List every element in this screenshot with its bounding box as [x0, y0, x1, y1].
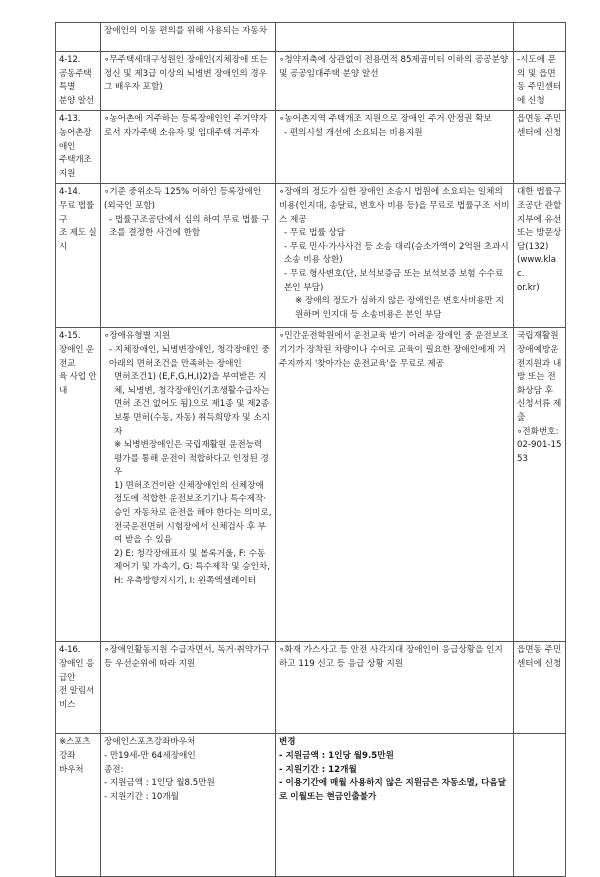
contact-cell	[514, 642, 566, 734]
category-cell	[56, 23, 101, 52]
contact-line: 읍면동 주민센터에 신청	[517, 114, 562, 138]
category-title: 육 사업 안내	[59, 372, 97, 396]
category-title: 무료 법률 구	[59, 200, 94, 225]
content-cell	[276, 184, 514, 328]
eligibility-cell	[101, 642, 276, 734]
content-line: - 무료 형사변호(단, 보석보증금 또는 보석보증 보험 수수료 본인 부담)	[284, 268, 504, 293]
eligibility-cell	[101, 52, 276, 111]
eligibility-line: 장애인스포츠강좌바우처	[104, 737, 196, 748]
category-title: 장애인 응급안	[59, 658, 94, 683]
eligibility-line: - 법률구조공단에서 심의 하여 무료 법률 구조를 결정한 사건에 한함	[109, 214, 270, 239]
eligibility-line: ∘무주택세대구성원인 장애인(지체장애 또는 정신 및 제3급 이상의 뇌병변 장애인의 경우 그 배우자 포함)	[104, 55, 268, 93]
eligibility-line: 2) E: 청각장애표시 및 볼록거울, F: 수동제어기 및 가속기, G: 특수제작 및 승인차, H: 우측방향지시기, I: 왼쪽엑셀레이터	[114, 548, 270, 587]
category-cell	[56, 184, 101, 328]
contact-line: 국립재활원 장애예방운전지원과 내방 또는 전화상담 후 신청서류 제출	[517, 331, 562, 423]
eligibility-line: - 지원기간 : 10개월	[104, 791, 179, 802]
content-cell	[276, 52, 514, 111]
category-number: 4-15.	[59, 331, 81, 342]
content-line: ∘민간운전학원에서 운전교육 받기 어려운 장애인 중 운전보조기기가 장착된 차량이나 수어로 교육이 필요한 장애인에게 거주지까지 '찾아가는 운전교육'을 무료로 제공	[279, 331, 509, 369]
content-line: - 이용기간에 매월 사용하지 않은 지원금은 자동소멸, 다음달로 이월또는 현금인출불가	[279, 778, 507, 802]
welfare-services-table	[55, 22, 566, 877]
eligibility-cell	[101, 328, 276, 642]
eligibility-line: 1) 면허조건이란 신체장애인의 신체장애 정도에 적합한 운전보조기기나 특수제작·승인 자동차로 운전을 해야 한다는 의미로, 전국운전면허 시험장에서 신체검사 후 부여 받을 수 있음	[114, 480, 272, 546]
eligibility-line: ※ 뇌병변장애인은 국립재활원 운전능력 평가를 통해 운전이 적합하다고 인정된 경우	[114, 440, 269, 478]
category-title: 바우처	[59, 764, 84, 775]
eligibility-line: ∘기준 중위소득 125% 이하인 등록장애인(외국인 포함)	[104, 187, 262, 211]
eligibility-line: ∘장애인활동지원 수급자면서, 독거·취약가구 등 우선순위에 따라 지원	[104, 645, 270, 669]
category-cell	[56, 328, 101, 642]
contact-link: (www.klac.	[517, 255, 557, 279]
eligibility-line: - 지체장애인, 뇌병변장애인, 청각장애인 중 아래의 면허조건을 만족하는 장애인	[109, 344, 270, 369]
category-title: 농어촌장애인	[59, 127, 92, 152]
content-cell	[276, 642, 514, 734]
content-cell	[276, 111, 514, 184]
content-line: ∘화재 가스사고 등 안전 사각지대 장애인이 응급상황을 인지하고 119 신고 등 응급 상황 지원	[279, 645, 503, 669]
contact-phone: ∘전화번호: 02-901-1553	[517, 426, 562, 464]
category-number: 4-14.	[59, 187, 81, 198]
contact-cell	[514, 23, 566, 52]
contact-cell	[514, 111, 566, 184]
table-row	[56, 734, 566, 877]
content-line: ∘농어촌지역 주택개조 지원으로 장애인 주거 안정권 확보	[279, 114, 492, 125]
eligibility-line: - 지원금액 : 1인당 월8.5만원	[104, 778, 215, 789]
table-row	[56, 52, 566, 111]
contact-cell	[514, 734, 566, 877]
eligibility-line: 면허조건1) (E,F,G,H,I)2)을 부여받은 지체, 뇌병변, 청각장애인(기초생활수급자는 면허 조건 없어도 됨)으로 제1종 및 제2종 보통 면허(수동, 자동) 취득희망자 및 소지자	[114, 372, 270, 437]
table-row	[56, 642, 566, 734]
contact-line: 읍면동 주민센터에 신청	[517, 645, 562, 669]
contact-cell	[514, 184, 566, 328]
content-line: - 지원금액 : 1인당 월9.5만원	[279, 750, 394, 761]
category-title: 분양 알선	[59, 95, 94, 106]
eligibility-line: ∘장애유형별 지원	[104, 331, 171, 342]
table-row	[56, 23, 566, 52]
category-title: 전 알림서비스	[59, 686, 94, 710]
category-cell	[56, 642, 101, 734]
category-number: 4-13.	[59, 114, 81, 125]
category-title: ※스포츠강좌	[59, 737, 91, 761]
content-line: - 지원기간 : 12개월	[279, 764, 357, 775]
content-line: ∘장애의 정도가 심한 장애인 소송시 법원에 소요되는 일체의 비용(인지대, 송달료, 변호사 비용 등)을 무료로 법률구조 서비스 제공	[279, 187, 510, 225]
content-line: - 편의시설 개선에 소요되는 비용지원	[284, 127, 423, 138]
category-title: 주택개조 지원	[59, 155, 92, 179]
content-line: 변경	[279, 737, 296, 748]
category-cell	[56, 734, 101, 877]
category-title: 장애인 운전교	[59, 344, 94, 369]
eligibility-line: ∘농어촌에 거주하는 등록장애인인 주거약자로서 자가주택 소유자 및 임대주택 거주자	[104, 114, 268, 138]
contact-line: 대한 법률구조공단 관할지부에 유선 또는 방문상담(132)	[517, 187, 562, 252]
contact-cell	[514, 328, 566, 642]
eligibility-cell	[101, 184, 276, 328]
eligibility-cell	[101, 23, 276, 52]
category-title: 조 제도 실시	[59, 228, 97, 252]
eligibility-line: 장애인의 이동 편의를 위해 사용되는 자동차	[104, 26, 268, 36]
eligibility-line: 종전:	[104, 764, 124, 775]
content-line: - 무료 법률 상담	[284, 228, 346, 239]
category-cell	[56, 111, 101, 184]
eligibility-cell	[101, 734, 276, 877]
content-line: - 무료 민사·가사사건 등 소송 대리(승소가액이 2억원 초과시 소송 비용 상환)	[284, 241, 509, 266]
eligibility-line: - 만19세-만 64세장애인	[104, 750, 196, 761]
content-line: ※ 장애의 정도가 심하지 않은 장애인은 변호사비용만 지원하며 인지대 등 소송비용은 본인 부담	[295, 296, 504, 320]
contact-line: -시도에 문의 및 읍면동 주민센터에 신청	[517, 55, 562, 106]
category-title: 공동주택 특별	[59, 68, 92, 93]
content-cell	[276, 734, 514, 877]
table-row	[56, 184, 566, 328]
category-number: 4-12.	[59, 55, 81, 65]
contact-link: or.kr)	[517, 282, 540, 293]
content-cell	[276, 23, 514, 52]
content-cell	[276, 328, 514, 642]
table-row	[56, 111, 566, 184]
table-row	[56, 328, 566, 642]
contact-cell	[514, 52, 566, 111]
content-line: ∘청약저축에 상관없이 전용면적 85제곱미터 이하의 공공분양 및 공공임대주택 분양 알선	[279, 55, 509, 79]
category-cell	[56, 52, 101, 111]
category-number: 4-16.	[59, 645, 81, 656]
eligibility-cell	[101, 111, 276, 184]
